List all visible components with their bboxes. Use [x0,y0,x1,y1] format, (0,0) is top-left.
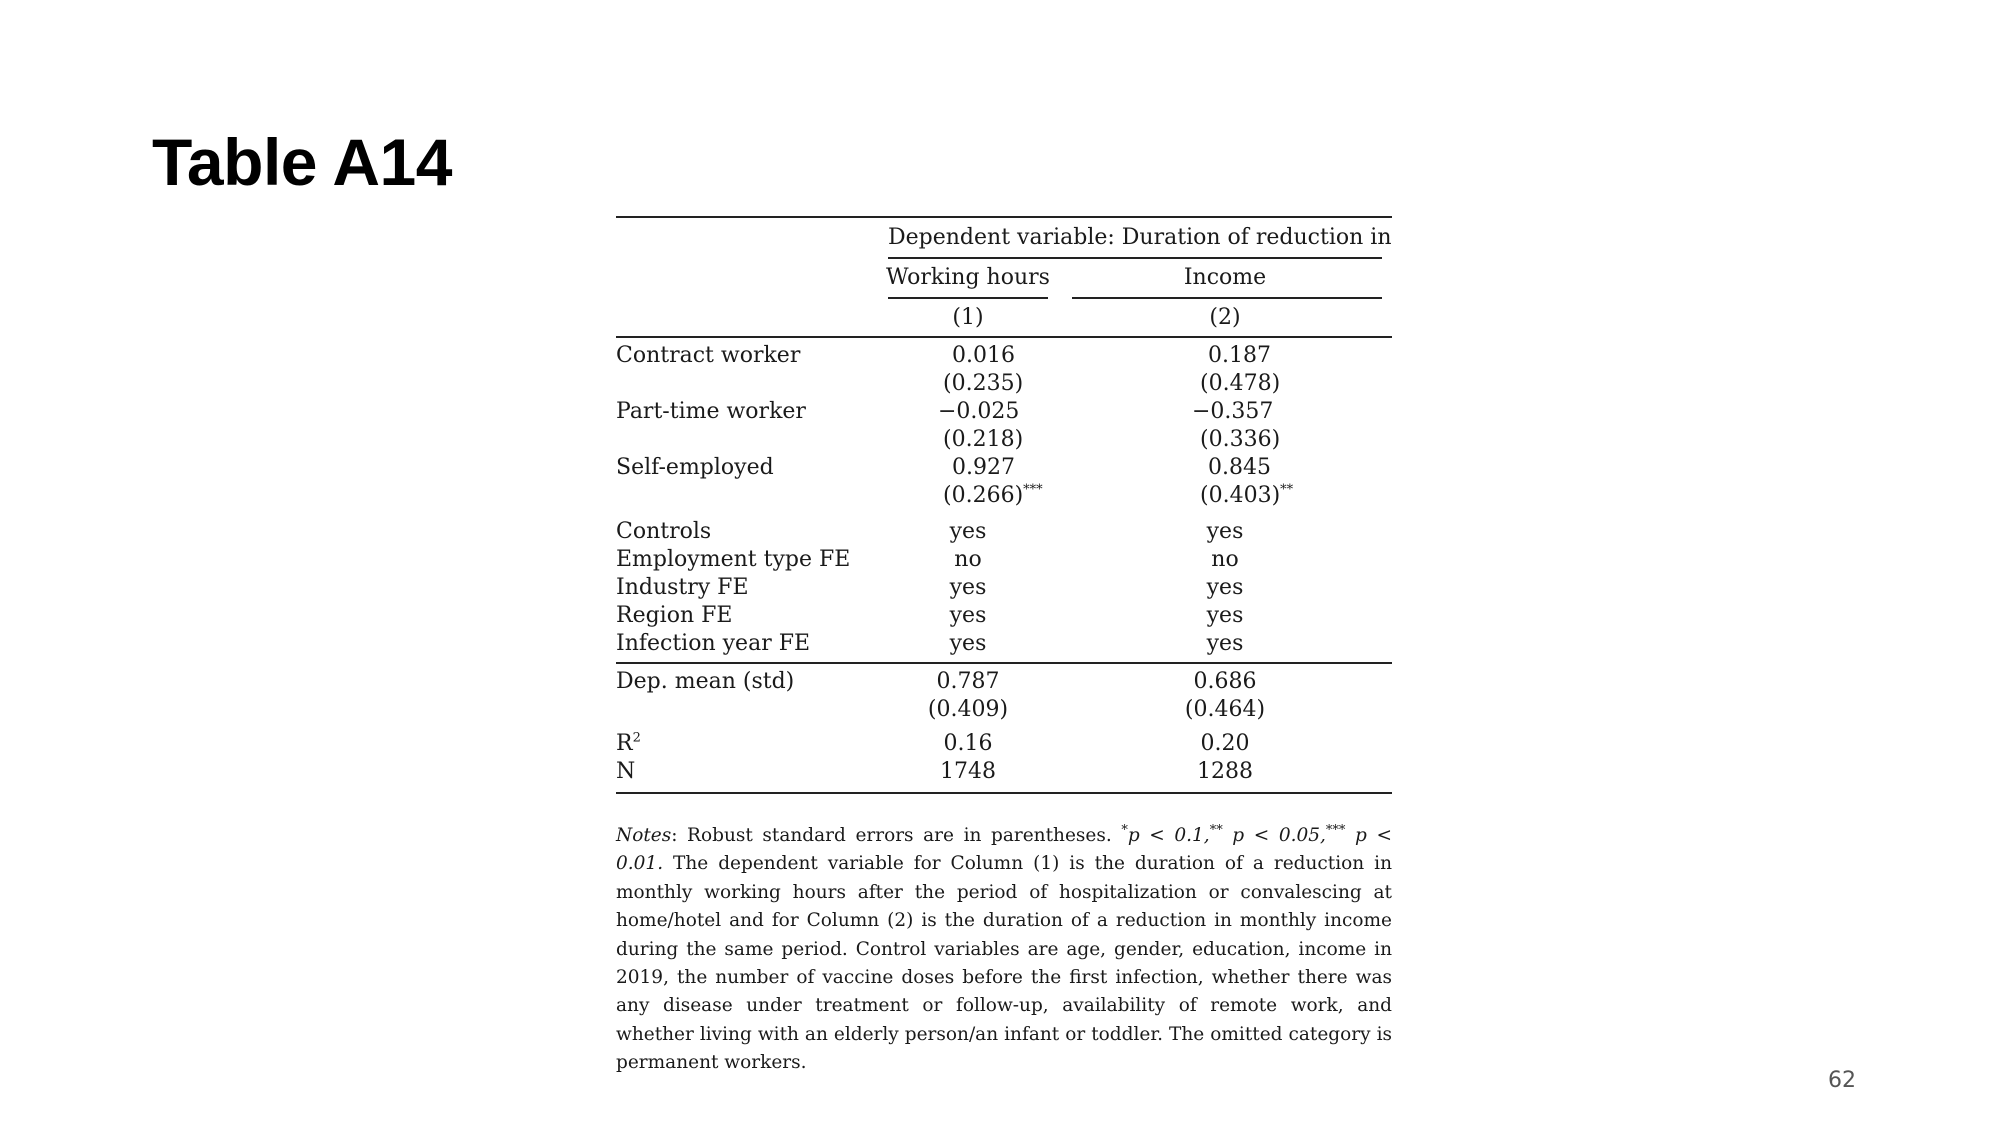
row-label-region-fe: Region FE [616,603,733,628]
fe-cell: yes [1206,631,1244,656]
header-bottom-rule [616,336,1392,338]
dependent-header-rule [888,257,1382,259]
n-cell: 1748 [940,759,996,784]
coef-cell: 0.187 [1208,343,1271,368]
se-cell: (0.218) [943,427,1024,452]
se-cell: (0.478) [1200,371,1281,396]
fe-cell: yes [1206,519,1244,544]
row-label-n: N [616,759,636,784]
dep-std-cell: (0.464) [1184,697,1266,722]
row-label-self-employed: Self-employed [616,455,774,480]
notes-lead: Notes [616,825,672,846]
row-label-infection-year-fe: Infection year FE [616,631,811,656]
fe-bottom-rule [616,662,1392,664]
coef-cell: −0.357 [1192,399,1274,424]
se-cell: (0.235) [943,371,1024,396]
coef-cell: 0.016 [952,343,1015,368]
fe-cell: yes [949,631,987,656]
top-rule [616,216,1392,218]
coef-cell: 0.927 [952,455,1015,480]
slide-title: Table A14 [152,125,452,199]
column-2-number: (2) [1209,305,1241,330]
fe-cell: yes [949,575,987,600]
fe-cell: no [1211,547,1239,572]
se-cell: (0.403)** [1200,482,1294,508]
fe-cell: yes [1206,603,1244,628]
bottom-rule [616,792,1392,794]
dep-std-cell: (0.409) [927,697,1009,722]
r-squared-cell: 0.16 [943,731,993,756]
row-label-employment-type-fe: Employment type FE [616,547,851,572]
table-notes: Notes: Robust standard errors are in parentheses. *p < 0.1,** p < 0.05,*** p < 0.01. The dependent variable for Column (1) is the duration of a reduction in monthly working hours after the period of hospitalization or convalescing at home/hotel and for Column (2) is the duration of a reduction in monthly income during the same period. Control variables are age, gender, education, income in 2019, the number of vaccine doses before the first infection, whether there was any disease under treatment or follow-up, availability of remote work, and whether living with an elderly person/an infant or toddler. The omitted category is permanent workers. [616,822,1392,1074]
fe-cell: yes [949,519,987,544]
column-2-rule [1072,297,1382,299]
page-number: 62 [1828,1068,1856,1093]
dependent-variable-header: Dependent variable: Duration of reduction in [888,225,1392,250]
se-cell: (0.336) [1200,427,1281,452]
row-label-industry-fe: Industry FE [616,575,749,600]
r-squared-cell: 0.20 [1200,731,1250,756]
se-cell: (0.266)*** [943,482,1043,508]
row-label-dep-mean: Dep. mean (std) [616,669,795,694]
row-label-part-time-worker: Part-time worker [616,399,806,424]
dep-mean-cell: 0.787 [936,669,1000,694]
column-2-name: Income [1183,265,1267,290]
column-1-rule [888,297,1048,299]
column-1-name: Working hours [886,265,1050,290]
n-cell: 1288 [1197,759,1253,784]
fe-cell: no [954,547,982,572]
dep-mean-cell: 0.686 [1193,669,1257,694]
fe-cell: yes [1206,575,1244,600]
coef-cell: 0.845 [1208,455,1271,480]
fe-cell: yes [949,603,987,628]
row-label-controls: Controls [616,519,712,544]
row-label-r-squared: $R^2$ [616,730,641,756]
coef-cell: −0.025 [938,399,1020,424]
notes-body: The dependent variable for Column (1) is the duration of a reduction in monthly working hours after the period of hospitalization or convalescing at home/hotel and for Column (2) is the duration of a reduction in monthly income during the same period. Control variables are age, gender, education, income in 2019, the number of vaccine doses before the first infection, whether there was any disease under treatment or follow-up, availability of remote work, and whether living with an elderly person/an infant or toddler. The omitted category is permanent workers. [616,853,1392,1074]
column-1-number: (1) [952,305,984,330]
row-label-contract-worker: Contract worker [616,343,801,368]
